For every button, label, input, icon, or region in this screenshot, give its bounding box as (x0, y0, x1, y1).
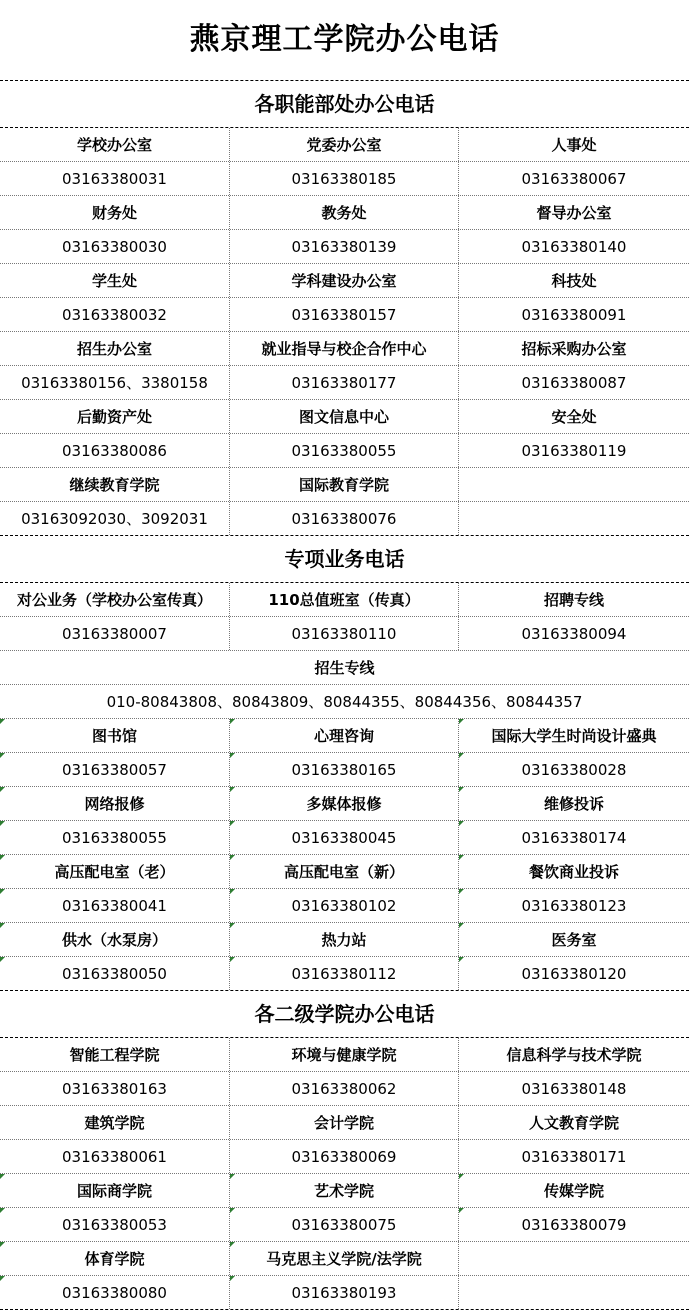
phone-number-cell (0, 162, 230, 195)
phone-number-cell (0, 1276, 230, 1309)
phone-number: 03163380185 (291, 169, 397, 188)
phone-number: 03163380062 (291, 1079, 397, 1098)
department-name-cell (0, 583, 230, 616)
department-name-cell (459, 468, 689, 501)
phone-number: 03163380171 (521, 1147, 627, 1166)
label-row (0, 855, 689, 889)
phone-number: 03163380177 (291, 373, 397, 392)
department-name: 国际商学院 (76, 1182, 152, 1200)
cell-marker-icon (459, 855, 464, 860)
department-name-cell (0, 264, 230, 297)
department-name: 热力站 (321, 931, 367, 949)
department-name: 安全处 (551, 408, 597, 426)
department-name: 心理咨询 (313, 727, 374, 745)
cell-marker-icon (0, 889, 5, 894)
phone-number: 03163380091 (521, 305, 627, 324)
phone-number-cell (230, 889, 459, 922)
cell-marker-icon (230, 1174, 235, 1179)
department-name: 党委办公室 (306, 136, 382, 154)
cell-marker-icon (230, 821, 235, 826)
department-name-cell (0, 332, 230, 365)
department-name: 维修投诉 (543, 795, 604, 813)
phone-number: 03163380139 (291, 237, 397, 256)
phone-number-cell (459, 502, 689, 535)
phone-number: 03163380028 (521, 760, 627, 779)
cell-marker-icon (230, 889, 235, 894)
number-row (0, 889, 689, 923)
phone-number: 03163380032 (62, 305, 167, 324)
section-heading: 专项业务电话 (0, 536, 689, 583)
phone-number-cell (230, 1140, 459, 1173)
department-name: 建筑学院 (84, 1114, 145, 1132)
label-row (0, 332, 689, 366)
cell-marker-icon (0, 1174, 5, 1179)
department-name-cell (459, 332, 689, 365)
phone-number: 03163380075 (291, 1215, 397, 1234)
number-row (0, 366, 689, 400)
phone-number: 03163380031 (62, 169, 167, 188)
department-name-cell (230, 719, 459, 752)
phone-number-cell (230, 1208, 459, 1241)
cell-marker-icon (0, 957, 5, 962)
cell-marker-icon (459, 787, 464, 792)
department-name: 会计学院 (313, 1114, 374, 1132)
department-name: 对公业务（学校办公室传真） (16, 591, 212, 609)
phone-number: 03163380055 (62, 828, 167, 847)
department-name: 人事处 (551, 136, 597, 154)
cell-marker-icon (0, 923, 5, 928)
phone-number-cell (459, 957, 689, 990)
cell-marker-icon (0, 719, 5, 724)
phone-number: 03163380174 (521, 828, 627, 847)
phone-number-cell (0, 230, 230, 263)
cell-marker-icon (0, 787, 5, 792)
phone-number: 03163380112 (291, 964, 397, 983)
cell-marker-icon (230, 719, 235, 724)
number-row (0, 1208, 689, 1242)
phone-number: 03163380045 (291, 828, 397, 847)
phone-number-cell (230, 502, 459, 535)
department-name-cell (459, 583, 689, 616)
cell-marker-icon (230, 855, 235, 860)
phone-number-cell (230, 1072, 459, 1105)
phone-number: 03163380061 (62, 1147, 167, 1166)
cell-marker-icon (230, 1242, 235, 1247)
phone-number-cell (230, 434, 459, 467)
phone-number: 03163380087 (521, 373, 627, 392)
label-row (0, 719, 689, 753)
department-name-cell (459, 1174, 689, 1207)
department-name: 图书馆 (91, 727, 137, 745)
department-name-cell (230, 400, 459, 433)
department-name: 体育学院 (84, 1250, 145, 1268)
cell-marker-icon (459, 821, 464, 826)
department-name: 科技处 (551, 272, 597, 290)
number-row (0, 434, 689, 468)
department-name-cell (230, 128, 459, 161)
phone-number: 03163380055 (291, 441, 397, 460)
phone-number-cell (0, 434, 230, 467)
department-name-cell (0, 787, 230, 820)
directory-body (0, 81, 689, 1310)
cell-marker-icon (459, 957, 464, 962)
phone-number: 03163380030 (62, 237, 167, 256)
phone-number-cell (0, 1140, 230, 1173)
department-name: 教务处 (321, 204, 367, 222)
phone-number: 03163380057 (62, 760, 167, 779)
phone-number-cell (459, 1276, 689, 1309)
department-name-cell (230, 787, 459, 820)
department-name: 110总值班室（传真） (268, 591, 420, 609)
department-name: 传媒学院 (543, 1182, 604, 1200)
phone-number-cell (230, 957, 459, 990)
cell-marker-icon (459, 1208, 464, 1213)
department-name: 供水（水泵房） (61, 931, 167, 949)
phone-number: 03163380193 (291, 1283, 397, 1302)
department-name-cell (230, 468, 459, 501)
phone-number-cell (0, 1072, 230, 1105)
department-name: 人文教育学院 (528, 1114, 619, 1132)
department-name: 招生专线 (314, 659, 375, 677)
phone-number-cell (230, 1276, 459, 1309)
phone-number: 03163380067 (521, 169, 627, 188)
department-name: 艺术学院 (313, 1182, 374, 1200)
phone-number-cell (0, 821, 230, 854)
department-name-cell (459, 1106, 689, 1139)
cell-marker-icon (230, 1208, 235, 1213)
phone-number-cell (230, 821, 459, 854)
cell-marker-icon (0, 821, 5, 826)
phone-number-cell (0, 366, 230, 399)
department-name-cell (0, 468, 230, 501)
cell-marker-icon (459, 889, 464, 894)
phone-number-cell (459, 617, 689, 650)
phone-number-cell (230, 617, 459, 650)
phone-number: 03163380050 (62, 964, 167, 983)
department-name: 招聘专线 (543, 591, 604, 609)
phone-number-cell (459, 434, 689, 467)
phone-number: 03163380080 (62, 1283, 167, 1302)
department-name: 医务室 (551, 931, 597, 949)
department-name-cell (459, 264, 689, 297)
department-name: 学科建设办公室 (291, 272, 397, 290)
phone-number-cell (0, 617, 230, 650)
department-name: 后勤资产处 (76, 408, 152, 426)
phone-number-cell (459, 162, 689, 195)
department-name-cell (459, 787, 689, 820)
department-name-cell (230, 196, 459, 229)
label-row (0, 128, 689, 162)
department-name-cell (230, 1242, 459, 1275)
department-name: 信息科学与技术学院 (506, 1046, 642, 1064)
phone-number: 03163380110 (291, 624, 397, 643)
department-name-cell (459, 400, 689, 433)
phone-number-cell (0, 889, 230, 922)
cell-marker-icon (0, 1242, 5, 1247)
department-name: 餐饮商业投诉 (528, 863, 619, 881)
department-name-cell (459, 923, 689, 956)
label-row (0, 1242, 689, 1276)
department-name-cell (459, 855, 689, 888)
phone-number: 03163380041 (62, 896, 167, 915)
department-name-cell (459, 719, 689, 752)
department-name: 环境与健康学院 (291, 1046, 397, 1064)
phone-number: 03163380156、3380158 (21, 374, 208, 392)
phone-number: 03163380157 (291, 305, 397, 324)
number-row (0, 753, 689, 787)
phone-number-cell (0, 685, 689, 718)
phone-number-cell (0, 753, 230, 786)
phone-number: 03163380076 (291, 509, 397, 528)
phone-number-cell (230, 230, 459, 263)
phone-number-cell (230, 298, 459, 331)
section-heading: 各二级学院办公电话 (0, 991, 689, 1038)
department-name: 马克思主义学院/法学院 (266, 1250, 422, 1268)
label-row (0, 1038, 689, 1072)
department-name-cell (230, 1106, 459, 1139)
phone-number-cell (230, 366, 459, 399)
phone-number-cell (459, 1140, 689, 1173)
phone-number-cell (0, 298, 230, 331)
phone-number: 03163380119 (521, 441, 627, 460)
phone-number: 03163380148 (521, 1079, 627, 1098)
phone-number: 010-80843808、80843809、80844355、80844356、80844357 (106, 693, 583, 711)
phone-number-cell (230, 162, 459, 195)
department-name: 学生处 (91, 272, 137, 290)
department-name-cell (0, 196, 230, 229)
department-name: 智能工程学院 (69, 1046, 160, 1064)
phone-number-cell (230, 753, 459, 786)
number-row (0, 617, 689, 651)
phone-number: 03163380140 (521, 237, 627, 256)
number-row (0, 957, 689, 991)
department-name: 国际教育学院 (298, 476, 389, 494)
department-name: 招生办公室 (76, 340, 152, 358)
phone-number: 03163380053 (62, 1215, 167, 1234)
cell-marker-icon (230, 787, 235, 792)
department-name-cell (230, 923, 459, 956)
department-name-cell (230, 1174, 459, 1207)
department-name: 高压配电室（老） (54, 863, 175, 881)
cell-marker-icon (230, 1276, 235, 1281)
department-name-cell (0, 1174, 230, 1207)
label-row (0, 651, 689, 685)
label-row (0, 400, 689, 434)
department-name-cell (459, 1038, 689, 1071)
phone-number: 03163380163 (62, 1079, 167, 1098)
label-row (0, 264, 689, 298)
number-row (0, 1140, 689, 1174)
department-name: 招标采购办公室 (521, 340, 627, 358)
cell-marker-icon (459, 753, 464, 758)
number-row (0, 821, 689, 855)
label-row (0, 1106, 689, 1140)
department-name: 多媒体报修 (306, 795, 382, 813)
label-row (0, 787, 689, 821)
department-name: 高压配电室（新） (283, 863, 404, 881)
department-name: 督导办公室 (536, 204, 612, 222)
number-row (0, 1276, 689, 1310)
phone-number-cell (459, 821, 689, 854)
cell-marker-icon (0, 1208, 5, 1213)
cell-marker-icon (0, 1276, 5, 1281)
department-name-cell (230, 855, 459, 888)
number-row (0, 1072, 689, 1106)
cell-marker-icon (0, 753, 5, 758)
phone-number: 03163380120 (521, 964, 627, 983)
department-name: 图文信息中心 (298, 408, 389, 426)
number-row (0, 685, 689, 719)
page-title: 燕京理工学院办公电话 (0, 0, 689, 81)
department-name: 财务处 (91, 204, 137, 222)
cell-marker-icon (459, 923, 464, 928)
department-name-cell (230, 1038, 459, 1071)
phone-number-cell (0, 957, 230, 990)
label-row (0, 468, 689, 502)
number-row (0, 298, 689, 332)
department-name-cell (0, 1038, 230, 1071)
department-name-cell (459, 1242, 689, 1275)
phone-number: 03163092030、3092031 (21, 510, 208, 528)
phone-number-cell (459, 298, 689, 331)
phone-number: 03163380007 (62, 624, 167, 643)
department-name: 就业指导与校企合作中心 (261, 340, 427, 358)
department-name-cell (0, 651, 689, 684)
phone-number: 03163380079 (521, 1215, 627, 1234)
department-name: 网络报修 (84, 795, 145, 813)
label-row (0, 1174, 689, 1208)
cell-marker-icon (459, 1174, 464, 1179)
department-name-cell (230, 583, 459, 616)
department-name: 国际大学生时尚设计盛典 (491, 727, 657, 745)
phone-number: 03163380069 (291, 1147, 397, 1166)
phone-number-cell (459, 366, 689, 399)
department-name-cell (0, 1106, 230, 1139)
department-name-cell (459, 196, 689, 229)
number-row (0, 502, 689, 536)
department-name-cell (0, 128, 230, 161)
phone-number: 03163380086 (62, 441, 167, 460)
phone-number-cell (459, 1072, 689, 1105)
label-row (0, 923, 689, 957)
number-row (0, 162, 689, 196)
phone-number: 03163380123 (521, 896, 627, 915)
cell-marker-icon (230, 957, 235, 962)
department-name-cell (230, 264, 459, 297)
label-row (0, 196, 689, 230)
phone-number: 03163380102 (291, 896, 397, 915)
cell-marker-icon (230, 753, 235, 758)
department-name-cell (0, 1242, 230, 1275)
department-name-cell (230, 332, 459, 365)
phone-number-cell (459, 230, 689, 263)
phone-number-cell (0, 1208, 230, 1241)
label-row (0, 583, 689, 617)
phone-number: 03163380165 (291, 760, 397, 779)
phone-number-cell (459, 889, 689, 922)
department-name-cell (0, 923, 230, 956)
department-name-cell (459, 128, 689, 161)
phone-number: 03163380094 (521, 624, 627, 643)
phone-number-cell (459, 753, 689, 786)
department-name-cell (0, 719, 230, 752)
department-name: 学校办公室 (76, 136, 152, 154)
department-name: 继续教育学院 (69, 476, 160, 494)
cell-marker-icon (230, 923, 235, 928)
cell-marker-icon (0, 855, 5, 860)
department-name-cell (0, 400, 230, 433)
department-name-cell (0, 855, 230, 888)
section-heading: 各职能部处办公电话 (0, 81, 689, 128)
number-row (0, 230, 689, 264)
phone-number-cell (0, 502, 230, 535)
cell-marker-icon (459, 719, 464, 724)
phone-number-cell (459, 1208, 689, 1241)
